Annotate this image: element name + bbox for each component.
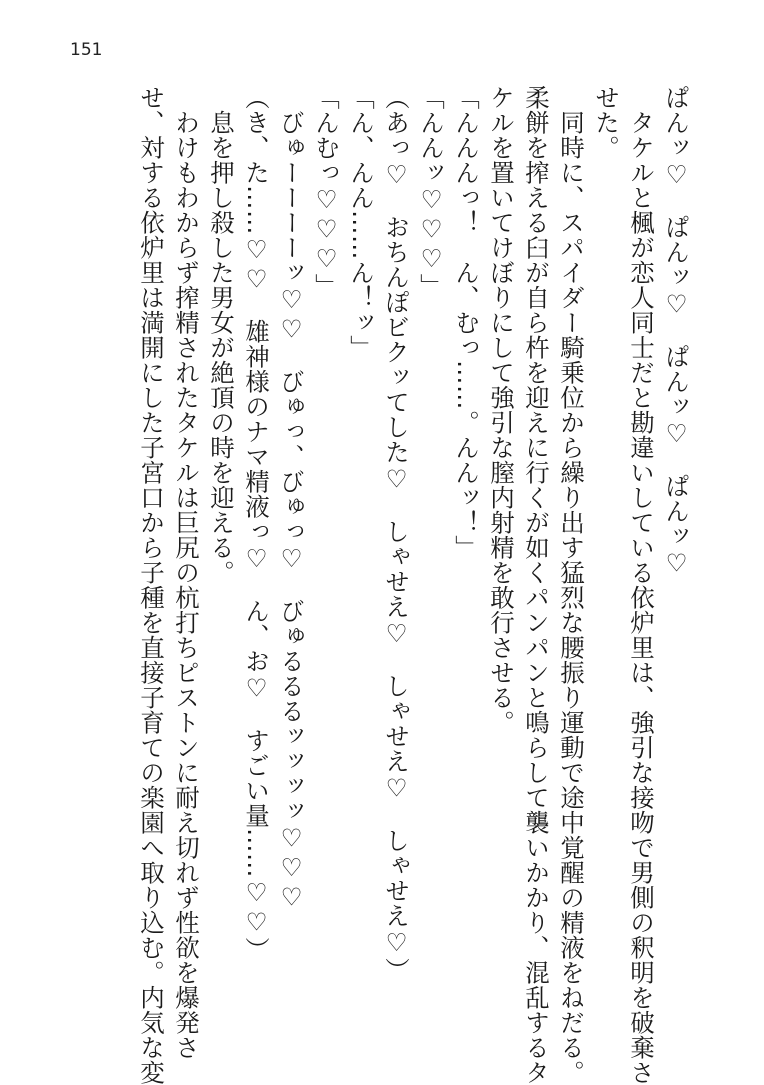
text-line: 同時に、スパイダー騎乗位から繰り出す猛烈な腰振り運動で途中覚醒の精液をねだる。 — [557, 85, 586, 1085]
text-line: 「んんんっ！ ん、むっ……。んんッ！」 — [452, 85, 481, 560]
text-line: せ、対する依炉里は満開にした子宮口から子種を直接子育ての楽園へ取り込む。内気な変 — [137, 85, 166, 1085]
text-line: （あっ♡ おちんぽビクッてした♡ しゃせえ♡ しゃせえ♡ しゃせえ♡） — [382, 85, 411, 983]
body-text — [134, 85, 694, 1085]
text-line: びゅーーーーッ♡♡ びゅっ、びゅっ♡ びゅるるるッッッッ♡♡♡ — [277, 85, 306, 912]
text-line: 柔餅を搾える臼が自ら杵を迎えに行くが如くパンパンと鳴らして襲いかかり、混乱するタ — [522, 85, 551, 1085]
text-line: ケルを置いてけぼりにして強引な膣内射精を敢行させる。 — [487, 85, 516, 735]
text-line: タケルと楓が恋人同士だと勘違いしている依炉里は、強引な接吻で男側の釈明を破棄さ — [627, 85, 656, 1085]
text-line: （き、た……♡♡ 雄神様のナマ精液っ♡ ん、お♡ すごい量……♡♡） — [242, 85, 271, 962]
text-line: 息を押し殺した男女が絶頂の時を迎える。 — [207, 85, 236, 585]
page-number: 151 — [70, 40, 103, 60]
text-line: わけもわからず搾精されたタケルは巨尻の杭打ちピストンに耐え切れず性欲を爆発さ — [172, 85, 201, 1060]
text-line: ぱんッ♡ ぱんッ♡ ぱんッ♡ ぱんッ♡ — [662, 85, 691, 578]
text-line: せた。 — [592, 85, 621, 160]
text-line: 「んんッ♡♡♡」 — [417, 85, 446, 299]
text-line: 「んむっ♡♡♡」 — [312, 85, 341, 299]
text-line: 「ん、んん……ん！ッ」 — [347, 85, 376, 360]
